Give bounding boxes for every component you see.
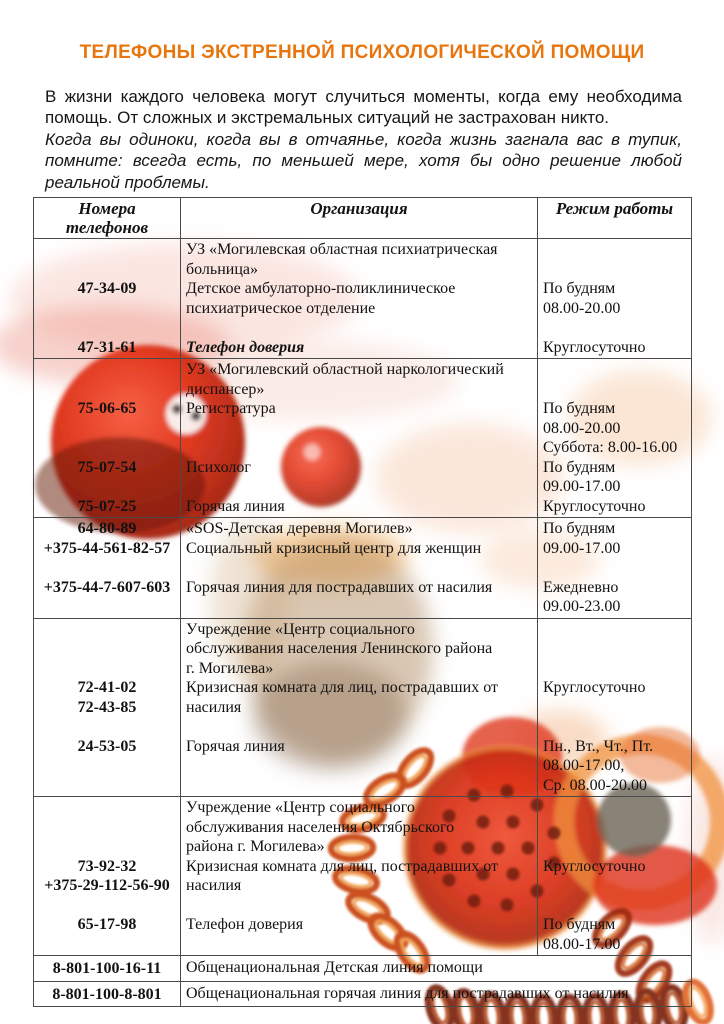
phone-number: 72-41-02 [77,679,137,696]
org-line [186,776,532,796]
phones-table [33,197,692,1007]
org-line: района г. Могилева» [186,838,325,855]
org-line: Общенациональная Детская линия помощи [186,959,483,976]
table-row [34,981,692,1007]
schedule-line: 08.00-20.00 [543,419,621,437]
phone-number [39,318,175,338]
phone-number [39,818,175,838]
phone-number: 8-801-100-16-11 [52,960,162,977]
schedule-line: Круглосуточно [543,857,646,875]
schedule-line: Ежедневно [543,578,619,596]
schedule-line: По будням [543,520,616,537]
phone-number [39,360,175,380]
org-line: Социальный кризисный центр для женщин [186,539,482,557]
intro-text [45,86,682,193]
schedule-line: По будням [543,458,616,476]
org-line: Регистратура [186,400,276,417]
organization-cell [181,359,538,518]
org-line [186,597,532,617]
org-line: Общенациональная горячая линия для пострадавших от насилия [186,984,629,1002]
org-line: психиатрическое отделение [186,299,376,317]
org-line: г. Могилева» [186,659,274,677]
phone-number [39,477,175,497]
organization-cell [181,981,692,1007]
phone-cell [34,518,181,619]
schedule-line: 08.00-20.00 [543,299,621,317]
table-row [34,618,692,797]
phone-number [39,597,175,617]
org-line: Горячая линия [186,497,285,515]
phone-number [39,438,175,458]
phone-number [39,896,175,916]
org-line: насилия [186,877,242,894]
page-title: ТЕЛЕФОНЫ ЭКСТРЕННОЙ ПСИХОЛОГИЧЕСКОЙ ПОМОЩИ [79,42,645,63]
org-line [186,896,532,916]
org-line: Кризисная комната для лиц, пострадавших от [186,679,498,696]
schedule-cell [538,239,692,359]
phone-number [39,837,175,857]
phone-number: 73-92-32 [77,857,137,875]
org-line [186,477,532,497]
schedule-line [543,260,686,280]
schedule-line [543,896,686,916]
phone-number [39,756,175,776]
header-cell-organization: Организация [181,198,538,239]
schedule-line: По будням [543,280,616,297]
table-row [34,359,692,518]
phone-number: 64-80-89 [77,520,137,537]
phone-number: 75-06-65 [77,400,137,417]
schedule-line [543,698,686,718]
org-line: Психолог [186,458,251,476]
org-line: обслуживания населения Октябрьского [186,818,455,836]
org-line: Горячая линия для пострадавших от насилия [186,578,493,596]
schedule-cell [538,359,692,518]
schedule-line [543,659,686,679]
phone-number: +375-29-112-56-90 [44,877,170,894]
org-line: Кризисная комната для лиц, пострадавших от [186,857,498,875]
schedule-line: Ср. 08.00-20.00 [543,776,647,794]
phone-cell [34,981,181,1007]
phone-number [39,659,175,679]
table-row [34,518,692,619]
org-line: УЗ «Могилевский областной наркологический [186,361,504,378]
org-line [186,419,532,439]
org-line: Учреждение «Центр социального [186,620,415,638]
phone-number [39,299,175,319]
org-line [186,717,532,737]
schedule-line: Суббота: 8.00-16.00 [543,439,678,456]
schedule-line [543,717,686,737]
org-line [186,756,532,776]
org-line: обслуживания населения Ленинского района [186,640,493,657]
phone-number [39,240,175,260]
phone-number [39,639,175,659]
phone-number [39,935,175,955]
organization-cell [181,518,538,619]
phone-number: 24-53-05 [77,737,137,755]
schedule-line [543,240,686,260]
schedule-line [543,876,686,896]
schedule-cell [538,518,692,619]
table-row [34,797,692,956]
organization-cell [181,956,692,982]
org-line: Горячая линия [186,737,285,755]
org-line: диспансер» [186,380,265,398]
organization-cell [181,797,538,956]
schedule-cell [538,797,692,956]
org-line [186,318,532,338]
organization-cell [181,239,538,359]
intro-paragraph: В жизни каждого человека могут случиться моменты, когда ему необходима помощь. От сложных и экстремальных ситуаций не застрахован никто. [45,87,682,128]
phone-number: 47-34-09 [77,280,137,297]
phone-number: +375-44-561-82-57 [43,539,171,557]
phone-number: +375-44-7-607-603 [43,578,171,596]
org-line [186,438,532,458]
phone-number: 72-43-85 [77,698,137,716]
schedule-line [543,798,686,818]
schedule-line [543,620,686,640]
schedule-line [543,558,686,578]
phone-cell [34,239,181,359]
intro-paragraph-italic: Когда вы одиноки, когда вы в отчаянье, когда жизнь загнала вас в тупик, помните: всегда есть, по меньшей мере, хотя бы одно решение любой реальной проблемы. [45,129,682,192]
header-cell-schedule: Режим работы [538,198,692,239]
schedule-line: Круглосуточно [543,338,646,356]
schedule-line: 09.00-23.00 [543,598,621,615]
schedule-line [543,318,686,338]
schedule-line [543,380,686,400]
phone-cell [34,618,181,797]
phone-number [39,620,175,640]
phone-cell [34,359,181,518]
org-line: Телефон доверия [186,338,305,356]
schedule-line [543,360,686,380]
org-line: больница» [186,260,258,278]
org-line: Телефон доверия [186,916,304,933]
schedule-line [543,837,686,857]
phone-number [39,776,175,796]
schedule-line: 08.00-17.00 [543,935,621,953]
phone-number [39,558,175,578]
phone-number [39,798,175,818]
schedule-line: 09.00-17.00 [543,478,621,495]
phone-number: 65-17-98 [77,916,137,933]
schedule-line: По будням [543,916,616,933]
phone-cell [34,956,181,982]
org-line: насилия [186,698,242,716]
schedule-line [543,639,686,659]
schedule-line: Пн., Вт., Чт., Пт. [543,737,654,755]
schedule-line: 09.00-17.00 [543,539,621,557]
phone-number: 75-07-25 [77,497,137,515]
phones-table-body [34,239,692,1007]
table-row [34,956,692,982]
phone-number [39,380,175,400]
schedule-line: Круглосуточно [543,679,646,696]
phone-number: 47-31-61 [77,338,137,356]
phone-number [39,717,175,737]
org-line: Учреждение «Центр социального [186,799,415,816]
phone-number [39,419,175,439]
org-line: «SOS-Детская деревня Могилев» [186,520,413,537]
phone-cell [34,797,181,956]
schedule-line: Круглосуточно [543,497,646,515]
schedule-line: По будням [543,400,616,417]
organization-cell [181,618,538,797]
org-line: Детское амбулаторно-поликлиническое [186,280,456,297]
phone-number: 8-801-100-8-801 [52,985,162,1003]
org-line [186,558,532,578]
phone-number [39,260,175,280]
schedule-line [543,818,686,838]
schedule-line: 08.00-17.00, [543,757,625,774]
phone-number: 75-07-54 [77,458,137,476]
header-cell-phones: Номера телефонов [34,198,181,239]
org-line [186,935,532,955]
schedule-cell [538,618,692,797]
table-header-row [34,198,692,239]
org-line: УЗ «Могилевская областная психиатрическая [186,241,498,258]
table-row [34,239,692,359]
